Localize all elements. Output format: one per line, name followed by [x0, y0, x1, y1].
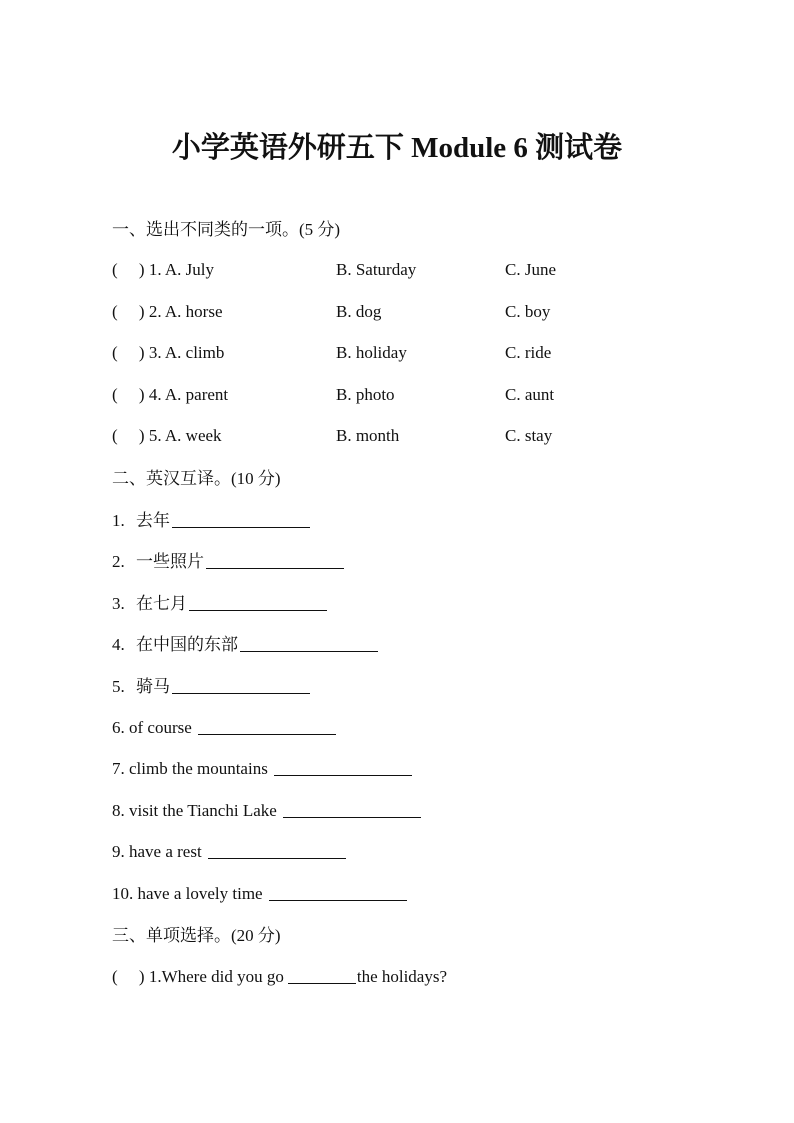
section-1-heading: 一、选出不同类的一项。(5 分) [112, 220, 341, 239]
option-b: B. Saturday [336, 260, 417, 279]
answer-blank[interactable] [172, 675, 310, 694]
item-number: 7. [112, 759, 125, 778]
item-text: 在七月 [136, 594, 187, 613]
answer-blank[interactable] [172, 509, 310, 528]
answer-blank[interactable] [189, 592, 327, 611]
answer-blank[interactable] [269, 882, 407, 901]
translation-item [112, 509, 310, 533]
item-number: 3. [112, 594, 125, 613]
translation-item [112, 716, 336, 740]
option-c: C. boy [505, 302, 551, 321]
item-question: ( ) 5. A. week [112, 426, 222, 445]
option-c: C. aunt [505, 385, 555, 404]
item-question: ( ) 3. A. climb [112, 343, 225, 362]
section-3-heading: 三、单项选择。(20 分) [112, 926, 281, 945]
option-c: C. stay [505, 426, 553, 445]
question-prefix: ( ) 1.Where did you go [112, 967, 284, 986]
answer-blank[interactable] [283, 799, 421, 818]
item-number: 4. [112, 635, 125, 654]
section-1-item [112, 424, 672, 448]
answer-blank[interactable] [288, 965, 356, 984]
item-question: ( ) 4. A. parent [112, 385, 229, 404]
item-text: 骑马 [136, 677, 170, 696]
item-number: 5. [112, 677, 125, 696]
translation-item [112, 550, 344, 574]
item-text: 在中国的东部 [136, 635, 238, 654]
option-b: B. dog [336, 302, 382, 321]
option-b: B. photo [336, 385, 395, 404]
translation-item [112, 757, 412, 781]
item-text: climb the mountains [129, 759, 268, 778]
multiple-choice-item [112, 965, 447, 989]
item-number: 8. [112, 801, 125, 820]
item-number: 1. [112, 511, 125, 530]
item-number: 10. [112, 884, 134, 903]
section-1-item [112, 258, 672, 282]
item-number: 6. [112, 718, 125, 737]
section-1-item [112, 341, 672, 365]
answer-blank[interactable] [198, 716, 336, 735]
item-text: have a rest [129, 842, 202, 861]
section-1-item [112, 383, 672, 407]
question-suffix: the holidays? [356, 967, 448, 986]
translation-item [112, 592, 327, 616]
translation-item [112, 799, 421, 823]
item-text: 一些照片 [136, 552, 204, 571]
item-number: 2. [112, 552, 125, 571]
option-b: B. holiday [336, 343, 407, 362]
item-text: have a lovely time [137, 884, 263, 903]
section-1-item [112, 300, 672, 324]
page-title: 小学英语外研五下 Module 6 测试卷 [171, 132, 623, 164]
answer-blank[interactable] [208, 840, 346, 859]
section-2-heading: 二、英汉互译。(10 分) [112, 469, 281, 488]
option-c: C. June [505, 260, 556, 279]
item-text: 去年 [136, 511, 170, 530]
item-number: 9. [112, 842, 125, 861]
translation-item [112, 840, 346, 864]
answer-blank[interactable] [206, 550, 344, 569]
answer-blank[interactable] [240, 633, 378, 652]
answer-blank[interactable] [274, 757, 412, 776]
option-b: B. month [336, 426, 400, 445]
option-c: C. ride [505, 343, 552, 362]
translation-item [112, 633, 378, 657]
translation-item [112, 675, 310, 699]
translation-item [112, 882, 407, 906]
item-question: ( ) 1. A. July [112, 260, 214, 279]
item-text: visit the Tianchi Lake [129, 801, 277, 820]
item-question: ( ) 2. A. horse [112, 302, 223, 321]
item-text: of course [129, 718, 192, 737]
